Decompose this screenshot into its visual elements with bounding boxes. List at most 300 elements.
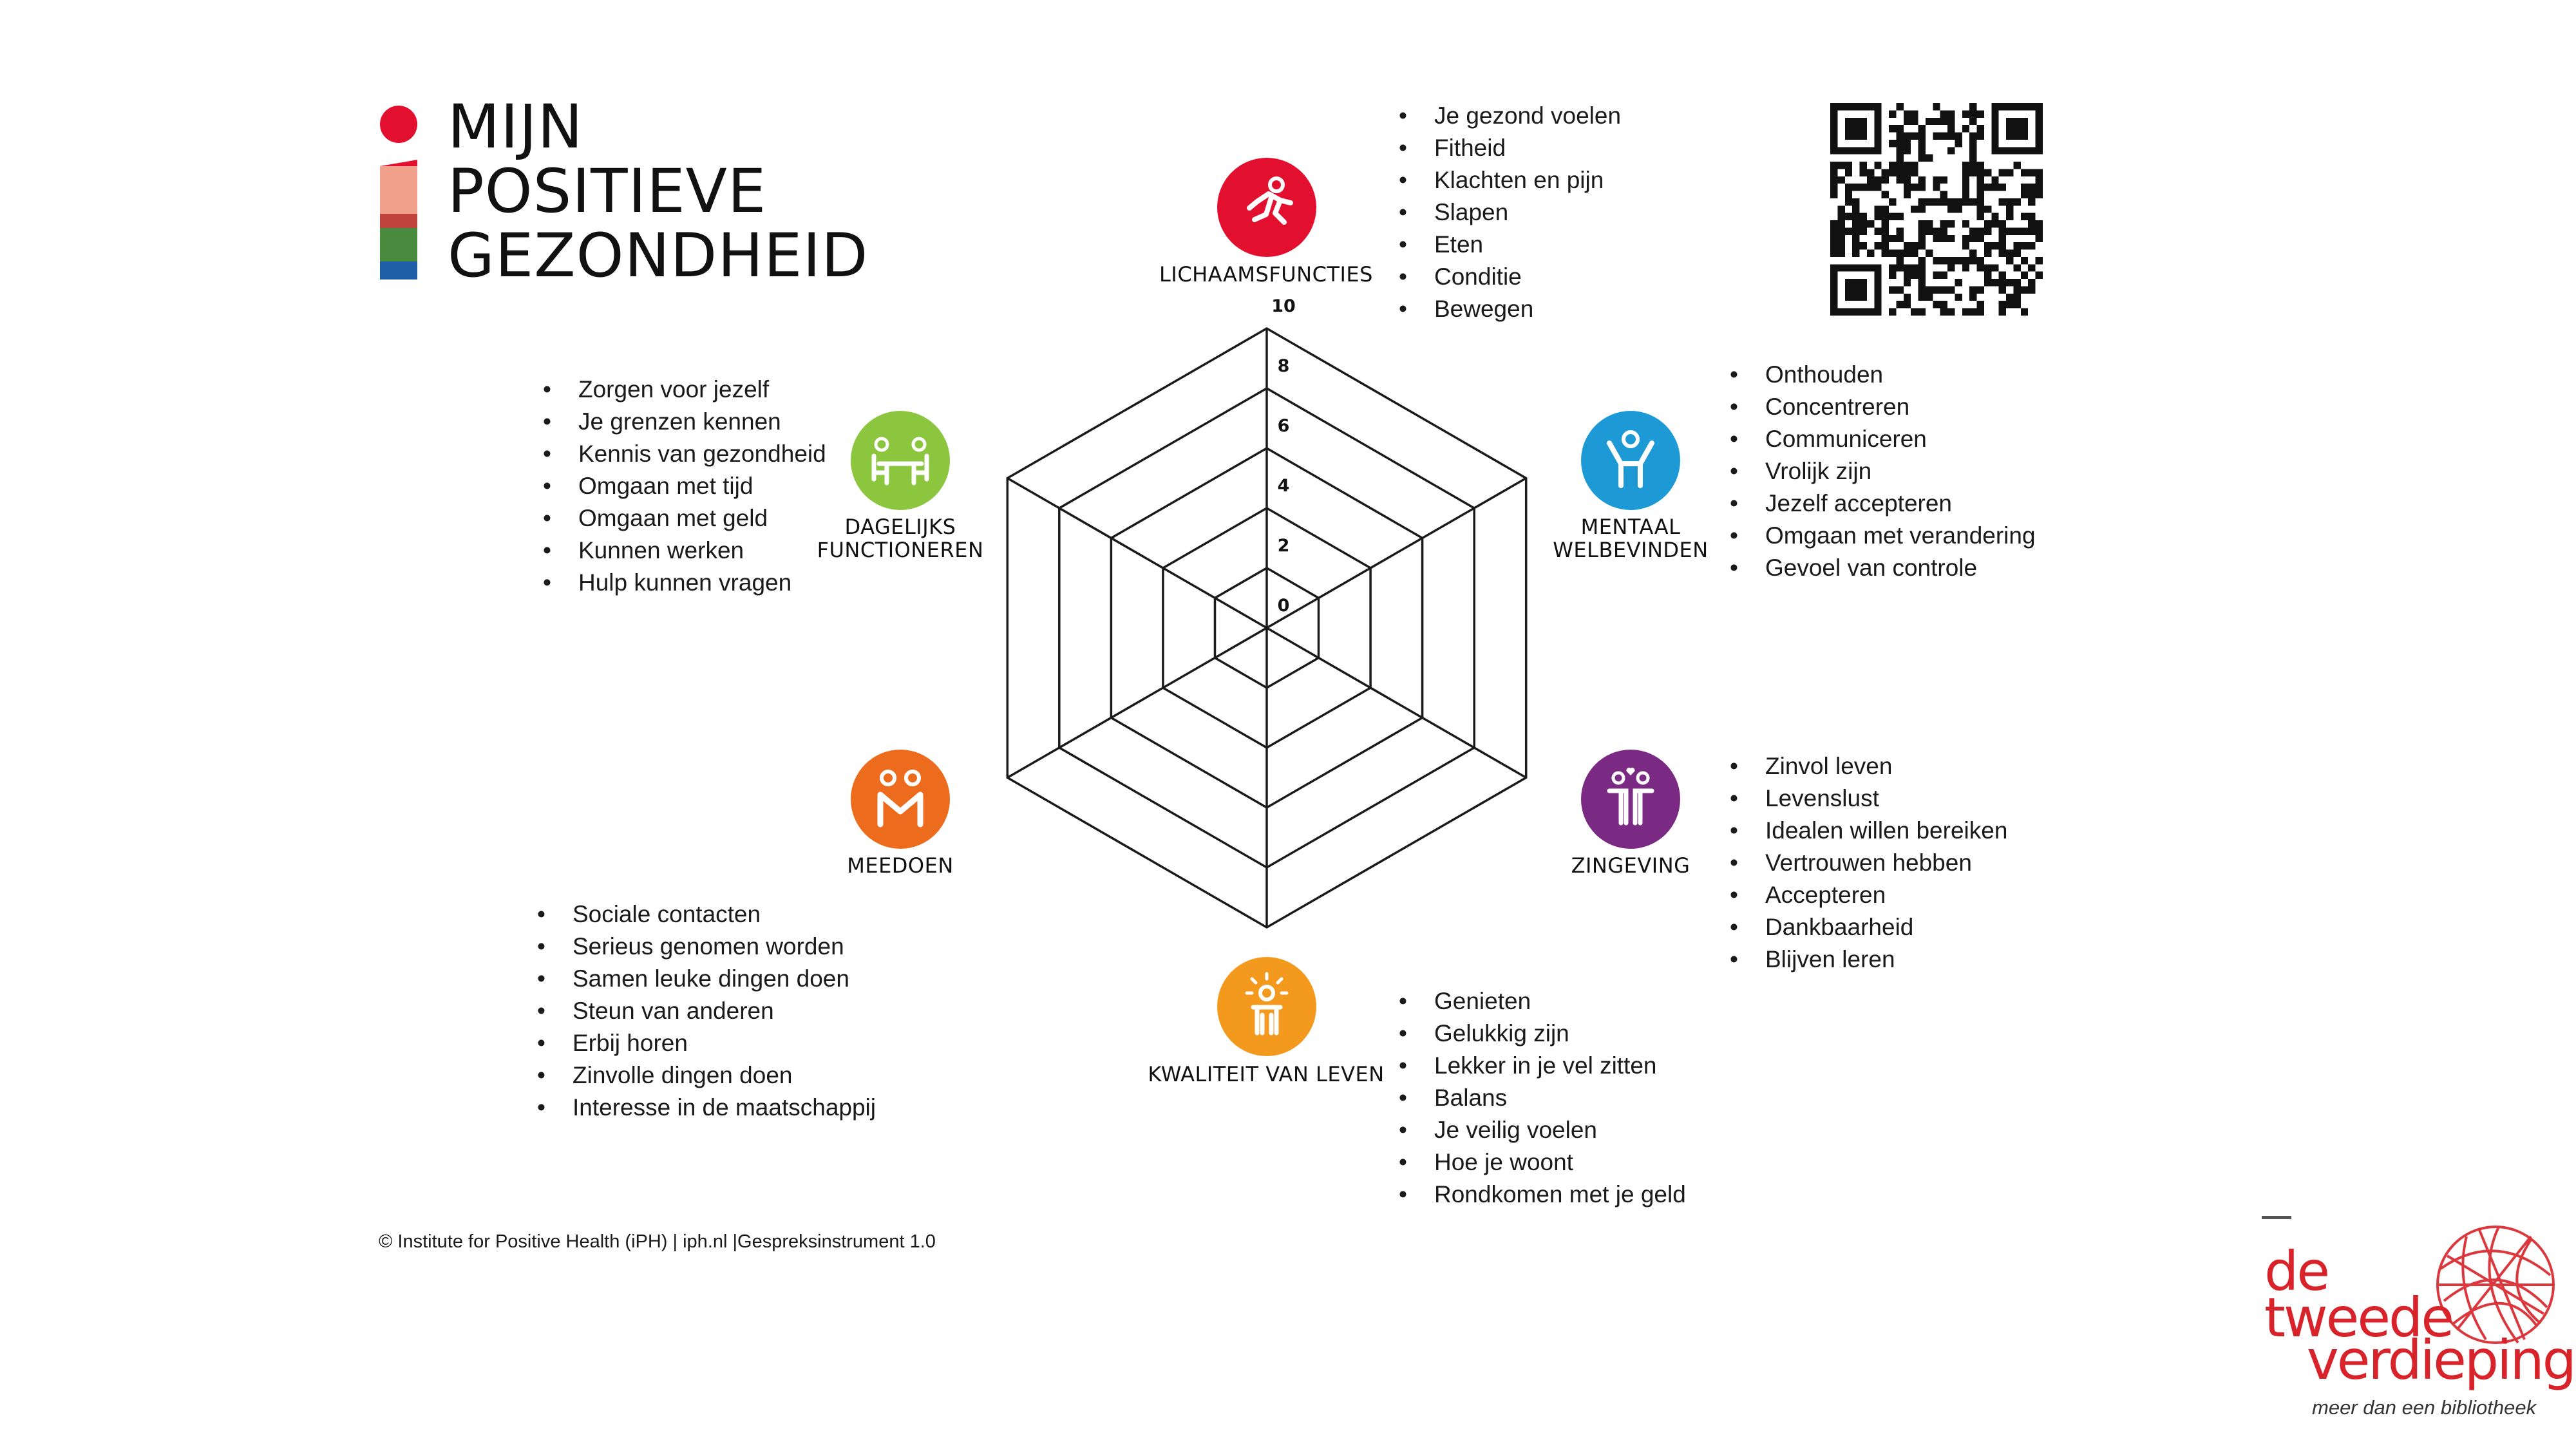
tweede-line-2: tweede [2264,1286,2452,1349]
qr-module [1947,125,1955,132]
qr-module [1896,264,1903,271]
qr-module [1955,198,1962,205]
qr-module [1830,227,1837,234]
qr-module [2006,250,2013,257]
qr-module [1852,184,1859,191]
qr-module [1991,242,1998,249]
qr-module [1969,235,1976,242]
qr-module [2036,272,2043,279]
qr-module [1896,235,1903,242]
qr-module [1926,118,1933,125]
list-mentaal-welbevinden [1730,359,2036,584]
qr-module [2028,227,2035,234]
qr-module [1904,133,1911,140]
qr-module [2036,191,2043,198]
qr-module [1889,272,1896,279]
qr-module [1837,250,1844,257]
qr-module [2021,257,2028,264]
qr-module [1947,205,1955,213]
qr-module [1918,125,1926,132]
qr-module [1904,169,1911,176]
qr-module [2021,169,2028,176]
qr-module [1955,140,1962,147]
qr-module [1977,205,1984,213]
qr-module [1969,162,1976,169]
qr-module [1999,308,2006,316]
qr-module [1918,286,1926,293]
qr-module [1896,213,1903,220]
list-item: • Zinvol leven [1730,750,2007,782]
qr-module [1977,133,1984,140]
qr-module [1904,191,1911,198]
qr-module [2013,242,2020,249]
qr-module [1991,213,1998,220]
qr-module [1882,191,1889,198]
scale-tick-label: 2 [1277,536,1290,556]
qr-module [1940,191,1947,198]
qr-module [1918,133,1926,140]
qr-module [1918,308,1926,316]
qr-module [2006,205,2013,213]
qr-module [1889,286,1896,293]
scale-tick-label: 4 [1277,476,1290,496]
qr-module [1984,242,1991,249]
list-item: • Omgaan met tijd [543,470,826,502]
qr-module [1911,205,1918,213]
list-item: • Omgaan met geld [543,502,826,535]
qr-module [1999,286,2006,293]
list-lichaamsfuncties [1399,100,1621,325]
qr-module [1969,140,1976,147]
qr-module [1882,227,1889,234]
qr-finder [2036,103,2043,155]
qr-module [2013,286,2020,293]
qr-module [2006,169,2013,176]
label-line: LICHAAMSFUNCTIES [1159,262,1373,287]
qr-module [1918,272,1926,279]
qr-module [1962,184,1969,191]
qr-module [1962,220,1969,227]
qr-module [1889,308,1896,316]
qr-finder [1830,147,1882,154]
qr-module [1918,279,1926,286]
tweede-slogan: meer dan een bibliotheek [2312,1396,2537,1419]
qr-module [1955,257,1962,264]
qr-module [1926,198,1933,205]
qr-module [1830,184,1837,191]
logo-line-2: POSITIEVE [448,156,767,227]
qr-module [2021,272,2028,279]
qr-module [1984,184,1991,191]
qr-module [1911,184,1918,191]
list-item: • Slapen [1399,196,1621,229]
qr-module [1984,279,1991,286]
qr-module [1860,242,1867,249]
list-item: • Zinvolle dingen doen [537,1059,876,1092]
qr-module [1947,220,1955,227]
qr-module [1918,257,1926,264]
qr-module [1904,184,1911,191]
qr-finder [1830,103,1837,155]
qr-module [1933,198,1940,205]
qr-module [1904,147,1911,154]
qr-module [1955,279,1962,286]
list-item: • Je veilig voelen [1399,1114,1686,1146]
two-persons-icon [851,750,950,849]
list-item: • Lekker in je vel zitten [1399,1050,1686,1082]
qr-module [2036,235,2043,242]
qr-module [1969,133,1976,140]
qr-module [1991,279,1998,286]
qr-module [1852,235,1859,242]
label-line: MEEDOEN [847,853,954,878]
qr-module [1926,220,1933,227]
list-item: • Hoe je woont [1399,1146,1686,1179]
qr-module [1926,155,1933,162]
tweede-line-3: verdieping [2307,1329,2575,1392]
qr-module [2028,264,2035,271]
qr-module [1969,155,1976,162]
qr-module [1947,110,1955,117]
qr-module [1999,242,2006,249]
list-item: • Je gezond voelen [1399,100,1621,132]
qr-module [1830,162,1837,169]
qr-module [1933,227,1940,234]
qr-module [1940,110,1947,117]
qr-module [2021,191,2028,198]
qr-module [1940,272,1947,279]
qr-module [1904,176,1911,184]
persons-heart-icon [1581,750,1680,849]
qr-module [1911,110,1918,117]
list-item: • Hulp kunnen vragen [543,567,826,599]
qr-module [1904,162,1911,169]
qr-module [1984,250,1991,257]
qr-code-icon [1830,103,2043,316]
qr-module [2036,176,2043,184]
qr-module [1830,242,1837,249]
qr-module [1874,176,1881,184]
qr-module [1911,264,1918,271]
qr-module [2013,250,2020,257]
list-item: • Steun van anderen [537,995,876,1027]
qr-module [1962,162,1969,169]
list-kwaliteit-van-leven [1399,985,1686,1211]
qr-module [1830,191,1837,198]
qr-module [1852,205,1859,213]
qr-module [1926,250,1933,257]
qr-module [2006,279,2013,286]
qr-module [2036,220,2043,227]
qr-module [2006,294,2013,301]
qr-module [1955,133,1962,140]
qr-module [1911,118,1918,125]
qr-module [1926,227,1933,234]
qr-module [1947,133,1955,140]
qr-module [1918,294,1926,301]
qr-module [2028,279,2035,286]
list-item: • Genieten [1399,985,1686,1018]
qr-module [1889,110,1896,117]
qr-module [1940,220,1947,227]
qr-module [1977,264,1984,271]
qr-module [1896,176,1903,184]
qr-module [1882,235,1889,242]
qr-module [1969,257,1976,264]
list-item: • Eten [1399,229,1621,261]
qr-module [1933,103,1940,110]
qr-finder [1874,103,1881,155]
qr-module [1940,118,1947,125]
list-item: • Vrolijk zijn [1730,455,2036,488]
qr-module [2006,198,2013,205]
qr-module [1918,184,1926,191]
list-item: • Gevoel van controle [1730,552,2036,584]
qr-module [2028,191,2035,198]
qr-module [1977,176,1984,184]
list-item: • Kunnen werken [543,535,826,567]
qr-module [1969,294,1976,301]
qr-module [1911,133,1918,140]
qr-module [1889,125,1896,132]
qr-module [1962,235,1969,242]
qr-module [1837,205,1844,213]
qr-module [1999,272,2006,279]
list-item: • Jezelf accepteren [1730,488,2036,520]
qr-finder [1845,279,1867,301]
qr-module [1977,191,1984,198]
list-item: • Dankbaarheid [1730,911,2007,943]
qr-module [1999,235,2006,242]
qr-module [2021,213,2028,220]
label-line: KWALITEIT VAN LEVEN [1148,1062,1385,1086]
qr-module [1955,294,1962,301]
qr-module [1977,169,1984,176]
list-item: • Bewegen [1399,293,1621,325]
list-meedoen [537,898,876,1124]
qr-module [1911,242,1918,249]
qr-module [1882,169,1889,176]
list-item: • Accepteren [1730,879,2007,911]
qr-finder [1830,308,1882,316]
qr-module [1889,264,1896,271]
radar-spoke [1267,628,1526,778]
qr-module [1940,235,1947,242]
qr-module [1977,227,1984,234]
qr-module [1940,257,1947,264]
qr-module [1991,220,1998,227]
logo-line-1: MIJN [448,92,583,162]
qr-module [1984,205,1991,213]
qr-finder [1830,264,1882,271]
qr-module [1889,162,1896,169]
qr-module [1889,140,1896,147]
qr-module [2021,184,2028,191]
qr-module [1947,257,1955,264]
qr-module [1940,198,1947,205]
list-item: • Omgaan met verandering [1730,520,2036,552]
qr-module [1999,279,2006,286]
qr-module [1977,257,1984,264]
list-item: • Concentreren [1730,391,2036,423]
qr-module [1999,220,2006,227]
persons-at-table-icon [851,411,950,510]
qr-module [1977,213,1984,220]
scale-tick-label: 10 [1271,296,1296,316]
qr-module [1969,103,1976,110]
qr-module [1845,227,1852,234]
qr-module [1999,169,2006,176]
qr-module [1911,169,1918,176]
list-item: • Fitheid [1399,132,1621,164]
qr-module [1911,162,1918,169]
qr-module [1896,250,1903,257]
qr-module [1977,125,1984,132]
qr-module [1874,242,1881,249]
qr-module [1977,235,1984,242]
qr-module [1889,169,1896,176]
qr-module [1947,147,1955,154]
qr-module [1969,250,1976,257]
qr-module [2028,184,2035,191]
qr-module [1874,227,1881,234]
qr-module [1852,242,1859,249]
list-dagelijks-functioneren [543,374,826,599]
qr-module [1947,198,1955,205]
qr-module [2021,242,2028,249]
qr-module [1940,308,1947,316]
label-line: FUNCTIONEREN [817,538,984,562]
qr-module [1947,308,1955,316]
label-mentaal-welbevinden [1553,515,1708,562]
qr-module [1852,227,1859,234]
qr-module [1845,184,1852,191]
qr-module [1918,205,1926,213]
qr-module [1940,227,1947,234]
qr-module [1940,133,1947,140]
qr-module [1867,169,1874,176]
list-item: • Serieus genomen worden [537,931,876,963]
qr-finder [1991,103,2043,110]
label-line: DAGELIJKS [844,515,956,539]
qr-module [1991,184,1998,191]
qr-module [2036,227,2043,234]
qr-module [1837,213,1844,220]
qr-module [1867,176,1874,184]
qr-module [2006,301,2013,308]
qr-module [1999,227,2006,234]
qr-module [2013,162,2020,169]
qr-module [1933,272,1940,279]
qr-module [1984,272,1991,279]
qr-module [1918,227,1926,234]
label-line: MENTAAL [1580,515,1681,539]
qr-module [1918,264,1926,271]
qr-module [1860,227,1867,234]
qr-module [1926,294,1933,301]
qr-module [1896,257,1903,264]
label-meedoen [847,854,954,877]
qr-module [1969,110,1976,117]
qr-module [2036,169,2043,176]
qr-module [1969,308,1976,316]
qr-module [2028,286,2035,293]
qr-module [1874,205,1881,213]
qr-module [1918,242,1926,249]
qr-module [1962,308,1969,316]
qr-module [1962,125,1969,132]
qr-module [1977,110,1984,117]
scale-tick-label: 8 [1277,356,1290,376]
label-kwaliteit-van-leven [1148,1063,1384,1086]
qr-module [1852,198,1859,205]
qr-module [2028,242,2035,249]
list-item: • Blijven leren [1730,943,2007,976]
qr-module [2013,264,2020,271]
qr-module [1947,286,1955,293]
logo-accent-line [2262,1216,2291,1219]
qr-module [2036,257,2043,264]
scale-tick-label: 0 [1277,596,1290,616]
qr-module [1845,198,1852,205]
qr-module [1991,176,1998,184]
qr-module [1962,169,1969,176]
qr-module [1933,184,1940,191]
person-arms-up-icon [1581,411,1680,510]
qr-module [1962,257,1969,264]
qr-module [2006,257,2013,264]
qr-module [1860,213,1867,220]
list-item: • Balans [1399,1082,1686,1114]
qr-module [1962,176,1969,184]
qr-module [1860,162,1867,169]
qr-module [1969,198,1976,205]
list-item: • Vertrouwen hebben [1730,847,2007,879]
list-item: • Interesse in de maatschappij [537,1092,876,1124]
qr-finder [2006,118,2028,140]
logo-line-3: GEZONDHEID [448,221,869,291]
qr-module [1889,198,1896,205]
qr-module [1896,103,1903,110]
qr-module [1984,220,1991,227]
qr-module [1962,198,1969,205]
qr-finder [1874,264,1881,316]
qr-module [1830,176,1837,184]
qr-module [2028,213,2035,220]
qr-module [1969,227,1976,234]
qr-module [1830,250,1837,257]
list-item: • Erbij horen [537,1027,876,1059]
qr-module [2036,184,2043,191]
qr-module [1860,220,1867,227]
qr-module [1984,264,1991,271]
radar-spoke [1007,478,1267,629]
qr-finder [1991,103,1998,155]
qr-module [1977,286,1984,293]
qr-module [1947,235,1955,242]
qr-module [1874,213,1881,220]
qr-module [1969,286,1976,293]
list-item: • Samen leuke dingen doen [537,963,876,995]
qr-module [1837,235,1844,242]
qr-module [1940,301,1947,308]
qr-module [1852,220,1859,227]
qr-module [1904,118,1911,125]
qr-module [2021,308,2028,316]
qr-module [1984,169,1991,176]
qr-module [1911,272,1918,279]
qr-module [1837,176,1844,184]
